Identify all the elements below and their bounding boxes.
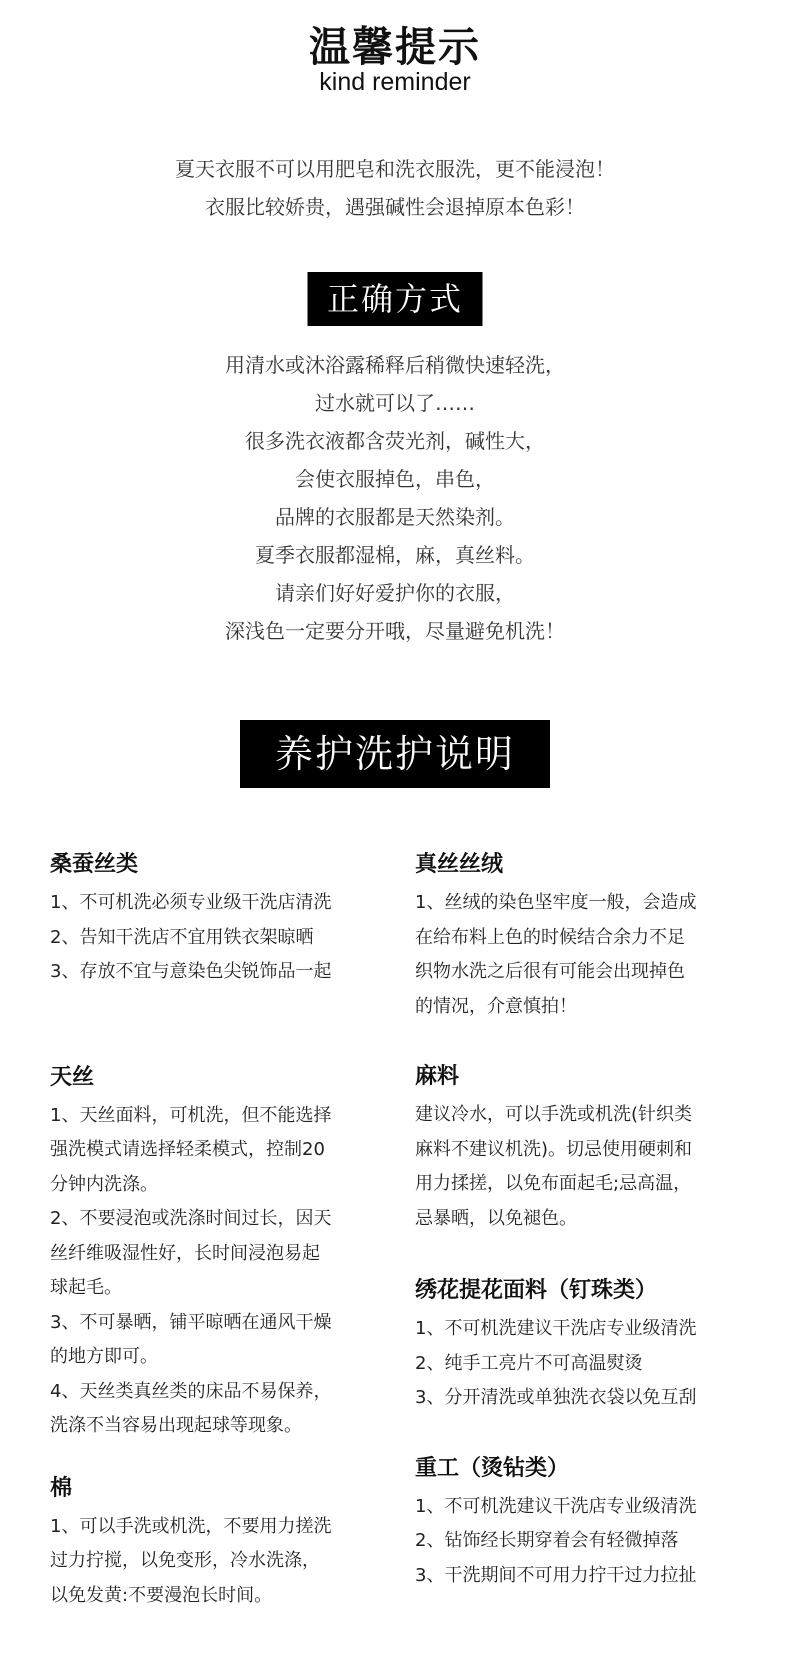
section-title: 棉: [50, 1475, 73, 1501]
section-title: 天丝: [50, 1064, 95, 1090]
method-line: 用清水或沐浴露稀释后稍微快速轻洗，: [225, 353, 565, 377]
section-title: 真丝丝绒: [415, 852, 504, 877]
section-line: 球起毛。: [50, 1277, 122, 1298]
section-line: 2、告知干洗店不宜用铁衣架晾晒: [50, 926, 314, 948]
care-instructions-badge: 养护洗护说明: [240, 720, 550, 788]
section-body: [415, 886, 760, 1024]
care-column-left: [50, 848, 380, 1613]
page-title: 温馨提示: [309, 23, 481, 71]
section-title: 桑蚕丝类: [50, 852, 139, 877]
section-line: 3、分开清洗或单独洗衣袋以免互刮: [415, 1387, 697, 1408]
section-line: 强洗模式请选择轻柔模式，控制20: [50, 1139, 325, 1160]
section-tencel: [50, 1061, 380, 1444]
method-line: 品牌的衣服都是天然染剂。: [275, 505, 515, 529]
section-title: 绣花提花面料（钉珠类）: [415, 1278, 658, 1303]
method-line: 很多洗衣液都含荧光剂，碱性大，: [245, 429, 545, 453]
correct-method-badge: 正确方式: [308, 272, 483, 326]
section-line: 用力揉搓，以免布面起毛;忌高温，: [415, 1173, 692, 1194]
section-body: [415, 1490, 760, 1594]
method-line: 夏季衣服都湿棉，麻，真丝料。: [255, 543, 535, 567]
page-subtitle: kind reminder: [319, 68, 471, 96]
section-silk-velvet: [415, 848, 760, 1024]
section-line: 建议冷水，可以手洗或机洗(针织类: [415, 1104, 693, 1125]
section-title: 重工（烫钻类）: [415, 1455, 570, 1481]
section-body: [50, 1510, 380, 1614]
section-line: 麻料不建议机洗)。切忌使用硬刺和: [415, 1138, 693, 1160]
section-cotton: [50, 1472, 380, 1614]
section-line: 忌暴晒，以免褪色。: [415, 1207, 577, 1229]
section-linen: [415, 1060, 760, 1236]
section-line: 在给布料上色的时候结合余力不足: [415, 926, 685, 948]
section-embroidery-beaded: [415, 1274, 760, 1416]
section-line: 1、可以手洗或机洗，不要用力搓洗: [50, 1515, 332, 1537]
section-line: 过力拧搅，以免变形，冷水洗涤，: [50, 1550, 320, 1571]
section-body: [50, 1099, 380, 1444]
intro-line: 夏天衣服不可以用肥皂和洗衣服洗，更不能浸泡！: [175, 157, 615, 181]
section-line: 4、天丝类真丝类的床品不易保养，: [50, 1380, 332, 1402]
section-line: 2、钻饰经长期穿着会有轻微掉落: [415, 1530, 679, 1551]
method-line: 深浅色一定要分开哦，尽量避免机洗！: [225, 619, 565, 643]
section-line: 的情况，介意慎拍！: [415, 995, 577, 1017]
section-line: 3、干洗期间不可用力拧干过力拉扯: [415, 1564, 697, 1586]
section-line: 1、不可机洗建议干洗店专业级清洗: [415, 1318, 697, 1339]
section-line: 3、不可暴晒，铺平晾晒在通风干燥: [50, 1311, 332, 1333]
section-line: 3、存放不宜与意染色尖锐饰品一起: [50, 961, 332, 982]
method-line: 请亲们好好爱护你的衣服，: [275, 581, 515, 605]
method-line: 过水就可以了……: [315, 391, 475, 415]
care-column-right: [415, 848, 760, 1593]
section-line: 分钟内洗涤。: [50, 1173, 158, 1195]
section-body: [50, 886, 380, 990]
section-line: 1、不可机洗必须专业级干洗店清洗: [50, 892, 332, 913]
section-heavy-rhinestone: [415, 1452, 760, 1594]
section-line: 1、不可机洗建议干洗店专业级清洗: [415, 1495, 697, 1517]
method-line: 会使衣服掉色，串色，: [295, 467, 495, 491]
correct-method-text: [0, 346, 790, 650]
section-body: [415, 1098, 760, 1236]
section-line: 的地方即可。: [50, 1346, 158, 1367]
intro-line: 衣服比较娇贵，遇强碱性会退掉原本色彩！: [205, 195, 585, 219]
section-mulberry-silk: [50, 848, 380, 990]
section-body: [415, 1312, 760, 1416]
section-line: 1、天丝面料，可机洗，但不能选择: [50, 1104, 332, 1126]
section-line: 2、纯手工亮片不可高温熨烫: [415, 1352, 643, 1374]
intro-text: [0, 150, 790, 226]
section-line: 1、丝绒的染色坚牢度一般，会造成: [415, 892, 697, 913]
section-line: 织物水洗之后很有可能会出现掉色: [415, 961, 685, 982]
section-line: 2、不要浸泡或洗涤时间过长，因天: [50, 1208, 332, 1229]
section-line: 丝纤维吸湿性好，长时间浸泡易起: [50, 1242, 320, 1264]
section-line: 以免发黄:不要漫泡长时间。: [50, 1584, 273, 1606]
section-title: 麻料: [415, 1064, 460, 1089]
section-line: 洗涤不当容易出现起球等现象。: [50, 1415, 302, 1436]
